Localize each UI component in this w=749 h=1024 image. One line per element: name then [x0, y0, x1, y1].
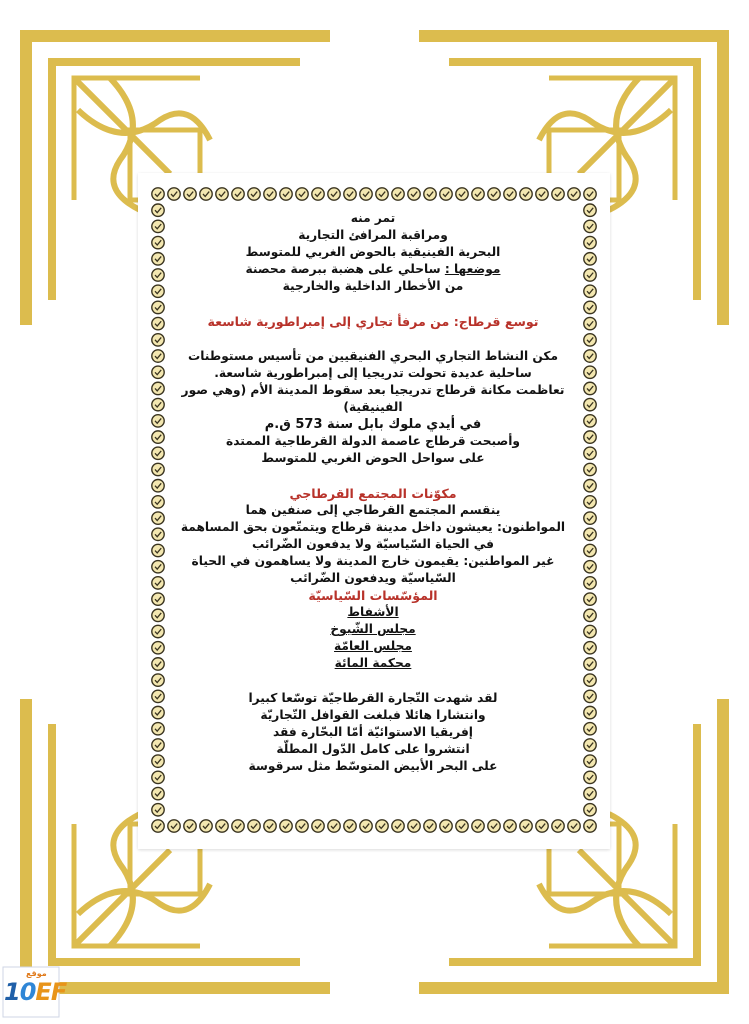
chain-link [584, 690, 596, 702]
chain-link [152, 723, 164, 735]
chain-link [152, 512, 164, 524]
chain-link [328, 188, 340, 200]
chain-link [200, 188, 212, 200]
chain-link [568, 188, 580, 200]
chain-link [584, 593, 596, 605]
chain-link [152, 463, 164, 475]
institution-item: مجلس العامّة [334, 639, 412, 653]
chain-link [584, 253, 596, 265]
chain-link [552, 820, 564, 832]
chain-link [456, 188, 468, 200]
chain-link [152, 269, 164, 281]
chain-link [408, 188, 420, 200]
chain-link [312, 188, 324, 200]
intro-line-1: تمر منه [350, 211, 396, 225]
chain-link [488, 188, 500, 200]
logo-small-text: موقع [26, 969, 47, 978]
chain-link [584, 269, 596, 281]
chain-link [152, 382, 164, 394]
chain-link [152, 690, 164, 702]
chain-link [584, 431, 596, 443]
chain-link [152, 415, 164, 427]
institution-item: مجلس الشّيوخ [330, 622, 416, 636]
chain-link [152, 642, 164, 654]
chain-link [488, 820, 500, 832]
section1-line: في أيدي ملوك بابل سنة 573 ق.م [264, 417, 482, 432]
chain-link [584, 804, 596, 816]
chain-link [504, 820, 516, 832]
chain-link [152, 447, 164, 459]
section2-line: في الحياة السّياسيّة ولا يدفعون الضّرائب [251, 537, 495, 551]
chain-link [296, 820, 308, 832]
chain-link [152, 204, 164, 216]
chain-link [584, 204, 596, 216]
chain-link [408, 820, 420, 832]
intro-line-5: من الأخطار الداخلية والخارجية [282, 279, 464, 293]
document-content [170, 210, 576, 820]
chain-link [472, 820, 484, 832]
chain-link [152, 593, 164, 605]
chain-link [216, 188, 228, 200]
chain-link [536, 820, 548, 832]
chain-link [152, 625, 164, 637]
intro-line-2: ومراقبة المرافئ التجارية [298, 228, 448, 242]
chain-link [424, 820, 436, 832]
chain-link [152, 804, 164, 816]
chain-link [440, 188, 452, 200]
chain-link [584, 706, 596, 718]
section1-line: ساحلية عديدة تحولت تدريجيا إلى إمبراطورية شاسعة. [214, 366, 532, 380]
section2-line: غير المواطنين: يقيمون خارج المدينة ولا يساهمون في الحياة [191, 554, 555, 568]
chain-link [200, 820, 212, 832]
chain-link [504, 188, 516, 200]
chain-link [152, 366, 164, 378]
chain-link [584, 334, 596, 346]
chain-link [584, 463, 596, 475]
chain-link [584, 755, 596, 767]
chain-link [584, 447, 596, 459]
institution-item: الأشفاط [347, 605, 399, 619]
section4-line: انتشروا على كامل الدّول المطلّة [276, 742, 470, 756]
institution-item: محكمة المائة [334, 656, 412, 670]
chain-link [344, 188, 356, 200]
chain-link [584, 366, 596, 378]
section4-line: على البحر الأبيض المتوسّط مثل سرقوسة [248, 759, 498, 773]
section3-heading: المؤسّسات السّياسيّة [308, 588, 438, 603]
section2-heading: مكوّنات المجتمع القرطاجي [289, 486, 457, 501]
chain-link [152, 609, 164, 621]
chain-link [280, 820, 292, 832]
chain-link [584, 739, 596, 751]
chain-link [536, 188, 548, 200]
chain-link [584, 496, 596, 508]
section1-line: على سواحل الحوض الغربي للمتوسط [261, 451, 485, 465]
chain-link [296, 188, 308, 200]
chain-link [584, 820, 596, 832]
chain-link [248, 188, 260, 200]
chain-link [264, 820, 276, 832]
chain-link [152, 285, 164, 297]
chain-link [584, 787, 596, 799]
chain-link [568, 820, 580, 832]
chain-link [552, 188, 564, 200]
section2-line: ينقسم المجتمع القرطاجي إلى صنفين هما [245, 503, 501, 517]
chain-link [152, 188, 164, 200]
chain-link [584, 220, 596, 232]
chain-link [584, 625, 596, 637]
chain-link [328, 820, 340, 832]
section1-line: مكن النشاط التجاري البحري الفنيقيين من تأسيس مستوطنات [187, 349, 559, 363]
chain-link [152, 706, 164, 718]
chain-link [184, 820, 196, 832]
chain-link [152, 544, 164, 556]
section4-line: وانتشارا هائلا فبلغت القوافل التّجاريّة [260, 708, 486, 722]
chain-link [152, 658, 164, 670]
chain-link [152, 350, 164, 362]
chain-link [152, 398, 164, 410]
logo-text: 10EF [4, 978, 67, 1006]
chain-link [152, 674, 164, 686]
chain-link [584, 415, 596, 427]
chain-link [376, 188, 388, 200]
chain-link [584, 301, 596, 313]
chain-link [520, 820, 532, 832]
chain-link [264, 188, 276, 200]
section1-heading: توسع قرطاج: من مرفأ تجاري إلى إمبراطورية شاسعة [207, 314, 539, 329]
section2-line: السّياسيّة ويدفعون الضّرائب [290, 571, 456, 585]
chain-link [584, 479, 596, 491]
chain-link [360, 188, 372, 200]
chain-link [584, 512, 596, 524]
chain-link [584, 561, 596, 573]
section1-line: وأصبحت قرطاج عاصمة الدولة القرطاجية الممتدة [226, 434, 520, 448]
chain-link [216, 820, 228, 832]
chain-link [152, 787, 164, 799]
chain-link [584, 350, 596, 362]
chain-link [424, 188, 436, 200]
chain-link [168, 820, 180, 832]
chain-link [584, 577, 596, 589]
chain-link [152, 561, 164, 573]
chain-link [280, 188, 292, 200]
chain-link [584, 544, 596, 556]
section1-line: تعاظمت مكانة قرطاج تدريجيا بعد سقوط المدينة الأم (وهي صور الفينيقية) [181, 383, 565, 414]
chain-link [232, 820, 244, 832]
chain-link [184, 188, 196, 200]
chain-link [440, 820, 452, 832]
chain-link [152, 220, 164, 232]
chain-link [392, 820, 404, 832]
chain-link [584, 382, 596, 394]
location-label: موضعها : [444, 262, 501, 276]
chain-link [472, 188, 484, 200]
chain-link [584, 674, 596, 686]
chain-link [152, 431, 164, 443]
chain-link [152, 236, 164, 248]
chain-link [152, 253, 164, 265]
chain-link [232, 188, 244, 200]
chain-link [376, 820, 388, 832]
chain-link [168, 188, 180, 200]
chain-link [584, 188, 596, 200]
chain-link [392, 188, 404, 200]
chain-link [152, 317, 164, 329]
chain-link [520, 188, 532, 200]
chain-link [584, 658, 596, 670]
section2-line: المواطنون: يعيشون داخل مدينة قرطاج ويتمتّعون بحق المساهمة [180, 520, 566, 534]
location-text: ساحلي على هضبة ببرصة محصنة [245, 262, 445, 276]
chain-link [584, 317, 596, 329]
chain-link [152, 528, 164, 540]
chain-link [152, 577, 164, 589]
chain-link [312, 820, 324, 832]
chain-link [584, 236, 596, 248]
chain-link [152, 479, 164, 491]
chain-link [152, 301, 164, 313]
chain-link [360, 820, 372, 832]
chain-link [456, 820, 468, 832]
chain-link [152, 739, 164, 751]
intro-location [170, 261, 576, 278]
chain-link [344, 820, 356, 832]
chain-link [152, 755, 164, 767]
chain-link [584, 528, 596, 540]
chain-link [152, 771, 164, 783]
chain-link [584, 723, 596, 735]
chain-link [584, 642, 596, 654]
chain-link [152, 820, 164, 832]
chain-link [152, 334, 164, 346]
chain-link [152, 496, 164, 508]
chain-link [584, 398, 596, 410]
chain-link [584, 285, 596, 297]
section4-line: لقد شهدت التّجارة القرطاجيّة توسّعا كبيرا [248, 691, 498, 705]
section4-line: إفريقيا الاستوائيّة أمّا البحّارة فقد [273, 725, 473, 739]
intro-line-3: البحرية الفينيقية بالحوض الغربي للمتوسط [245, 245, 501, 259]
chain-link [248, 820, 260, 832]
chain-link [584, 771, 596, 783]
chain-link [584, 609, 596, 621]
